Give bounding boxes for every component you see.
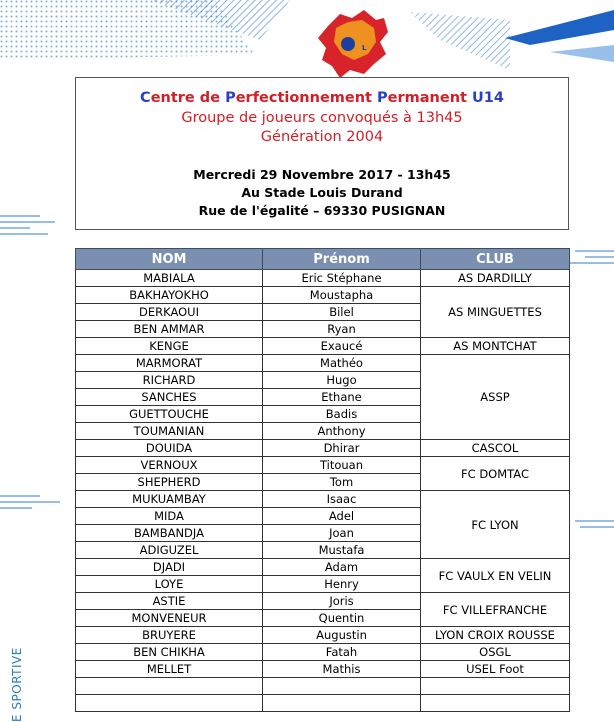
player-prenom: Exaucé (263, 338, 421, 355)
title-letter-c: C (140, 90, 151, 106)
district-crest-logo (314, 8, 396, 80)
player-prenom: Hugo (263, 372, 421, 389)
player-nom: SANCHES (76, 389, 263, 406)
player-nom: MELLET (76, 661, 263, 678)
player-prenom (263, 678, 421, 695)
player-prenom: Eric Stéphane (263, 270, 421, 287)
player-nom (76, 678, 263, 695)
player-nom: MIDA (76, 508, 263, 525)
player-prenom: Titouan (263, 457, 421, 474)
player-nom: DERKAOUI (76, 304, 263, 321)
column-header-prenom: Prénom (263, 249, 421, 270)
player-club: OSGL (421, 644, 570, 661)
player-nom: TOUMANIAN (76, 423, 263, 440)
table-row (76, 338, 570, 355)
player-nom: BRUYERE (76, 627, 263, 644)
player-nom: BAKHAYOKHO (76, 287, 263, 304)
player-prenom: Moustapha (263, 287, 421, 304)
player-club: AS DARDILLY (421, 270, 570, 287)
player-club: FC VAULX EN VELIN (421, 559, 570, 593)
event-venue: Au Stade Louis Durand (241, 185, 403, 200)
svg-text:L: L (362, 44, 367, 52)
player-nom: LOYE (76, 576, 263, 593)
player-nom: DOUIDA (76, 440, 263, 457)
table-row (76, 661, 570, 678)
player-prenom: Mustafa (263, 542, 421, 559)
player-prenom: Adel (263, 508, 421, 525)
player-nom: DJADI (76, 559, 263, 576)
title-letter-p2: P (377, 90, 388, 106)
player-club: FC VILLEFRANCHE (421, 593, 570, 627)
title-word-permanent: ermanent (387, 90, 473, 106)
centre-title (76, 90, 568, 106)
table-row (76, 270, 570, 287)
player-prenom: Augustin (263, 627, 421, 644)
player-club: AS MONTCHAT (421, 338, 570, 355)
convocation-subtitle: Groupe de joueurs convoqués à 13h45 (181, 110, 463, 126)
event-address: Rue de l'égalité – 69330 PUSIGNAN (198, 203, 446, 218)
player-nom: BAMBANDJA (76, 525, 263, 542)
table-row (76, 695, 570, 712)
player-prenom: Mathis (263, 661, 421, 678)
player-nom: MONVENEUR (76, 610, 263, 627)
player-nom: ASTIE (76, 593, 263, 610)
player-club (421, 695, 570, 712)
column-header-nom: NOM (76, 249, 263, 270)
player-prenom: Ethane (263, 389, 421, 406)
table-row (76, 355, 570, 372)
table-row (76, 644, 570, 661)
player-nom (76, 695, 263, 712)
player-nom: SHEPHERD (76, 474, 263, 491)
player-prenom: Badis (263, 406, 421, 423)
table-row (76, 287, 570, 304)
player-club: LYON CROIX ROUSSE (421, 627, 570, 644)
player-prenom: Dhirar (263, 440, 421, 457)
player-club: AS MINGUETTES (421, 287, 570, 338)
column-header-club: CLUB (421, 249, 570, 270)
player-prenom: Henry (263, 576, 421, 593)
convocation-header (75, 77, 569, 230)
table-row (76, 491, 570, 508)
player-prenom: Joan (263, 525, 421, 542)
player-prenom: Tom (263, 474, 421, 491)
player-nom: GUETTOUCHE (76, 406, 263, 423)
table-row (76, 457, 570, 474)
player-club: CASCOL (421, 440, 570, 457)
player-nom: BEN CHIKHA (76, 644, 263, 661)
player-prenom: Ryan (263, 321, 421, 338)
table-row (76, 559, 570, 576)
player-nom: BEN AMMAR (76, 321, 263, 338)
table-row (76, 440, 570, 457)
player-nom: MABIALA (76, 270, 263, 287)
player-club: USEL Foot (421, 661, 570, 678)
title-word-perfectionnement: erfectionnement (235, 90, 378, 106)
player-prenom: Quentin (263, 610, 421, 627)
table-row (76, 678, 570, 695)
player-prenom: Fatah (263, 644, 421, 661)
title-category: U14 (472, 90, 504, 106)
table-row (76, 627, 570, 644)
player-nom: MARMORAT (76, 355, 263, 372)
player-prenom: Adam (263, 559, 421, 576)
player-club: FC LYON (421, 491, 570, 559)
player-prenom (263, 695, 421, 712)
player-nom: VERNOUX (76, 457, 263, 474)
player-club (421, 678, 570, 695)
title-letter-p1: P (225, 90, 236, 106)
player-nom: MUKUAMBAY (76, 491, 263, 508)
player-roster-table (75, 248, 570, 712)
player-prenom: Joris (263, 593, 421, 610)
table-row (76, 593, 570, 610)
player-club: FC DOMTAC (421, 457, 570, 491)
side-vertical-text: E SPORTIVE (10, 647, 24, 722)
table-header-row (76, 249, 570, 270)
player-nom: KENGE (76, 338, 263, 355)
roster-body (76, 270, 570, 712)
player-prenom: Isaac (263, 491, 421, 508)
player-prenom: Anthony (263, 423, 421, 440)
title-word-centre: entre de (150, 90, 226, 106)
player-nom: ADIGUZEL (76, 542, 263, 559)
generation-label: Génération 2004 (260, 129, 384, 145)
player-nom: RICHARD (76, 372, 263, 389)
event-date: Mercredi 29 Novembre 2017 - 13h45 (193, 167, 451, 182)
player-prenom: Bilel (263, 304, 421, 321)
player-prenom: Mathéo (263, 355, 421, 372)
player-club: ASSP (421, 355, 570, 440)
